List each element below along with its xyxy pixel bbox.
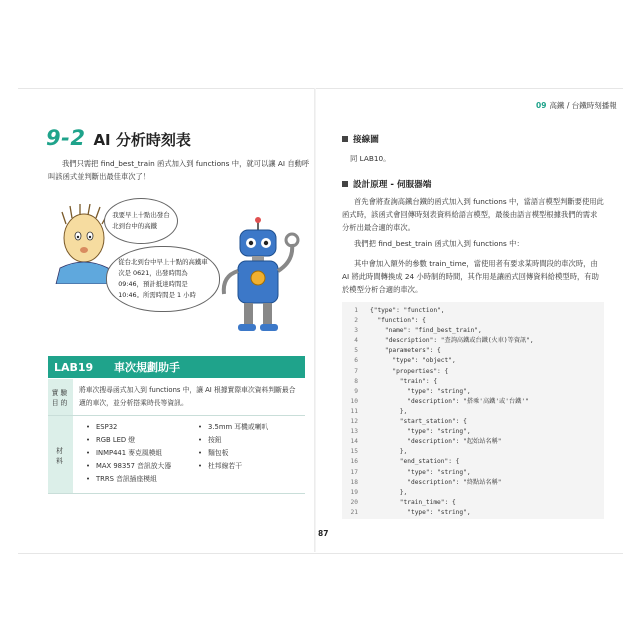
speech-bubble-user: 我要早上十點出發台北到台中的高鐵	[104, 198, 178, 244]
intro-paragraph: 我們只需把 find_best_train 函式加入到 functions 中，就可以讓 AI 自動呼叫該函式並判斷出最佳車次了！	[48, 159, 310, 181]
code-line: 11 },	[350, 407, 408, 415]
code-line: 7 "properties": {	[354, 367, 449, 375]
code-line: 1 {"type": "function",	[354, 307, 445, 314]
design-paragraph: 首先會將查詢高鐵台鐵的函式加入到 functions 中，當語言模型判斷要使用此函式時，該函式會回傳時刻表資料給語言模型，最後由語言模型根據我們的需求分析出最合適的車次。	[342, 197, 604, 233]
list-item: • 杜邦線若干	[198, 460, 298, 473]
code-line: 10 "description": "搭乘'高鐵'或'台鐵'"	[350, 397, 529, 405]
list-item: • 3.5mm 耳機或喇叭	[198, 421, 298, 434]
section-number: 9-2	[46, 126, 86, 150]
purpose-label: 實驗目的	[48, 379, 73, 416]
code-line: 20 "train_time": {	[350, 498, 456, 506]
code-line: 16 "end_station": {	[350, 458, 460, 466]
code-line: 18 "description": "終點站名稱"	[350, 478, 502, 486]
purpose-text: 將車次搜尋函式加入到 functions 中，讓 AI 根據實際車次資料判斷最合適的車次，並分析搭乘時長等資訊。	[73, 379, 305, 416]
code-line: 4 "description": "查詢高鐵或台鐵(火車)等資訊",	[354, 337, 534, 345]
code-line: 8 "train": {	[354, 377, 438, 385]
section-title: AI 分析時刻表	[93, 131, 191, 149]
lab-banner	[48, 356, 305, 378]
speech-bubble-robot: 從台北到台中早上十點的高鐵車次是 0621，出發時間為 09:46，預計抵達時間是 10:46。所需時間是 1 小時	[106, 246, 220, 312]
train-time-paragraph: 其中會加入額外的參數 train_time，當使用者有要求某時間段的車次時，由 AI 將此時間轉換成 24 小時制的時間，其作用是讓函式回傳資料給模型時，有助於模型分析合適的車次。	[342, 259, 599, 295]
list-item: • MAX 98357 音訊放大器	[86, 460, 198, 473]
page-gutter	[314, 88, 316, 552]
heading-design: 設計原理 - 伺服器端	[342, 178, 431, 190]
code-line: 5 "parameters": {	[354, 347, 441, 355]
bullet-square-icon	[342, 181, 348, 187]
lab-title: 車次規劃助手	[114, 361, 180, 374]
list-item: • ESP32	[86, 421, 198, 434]
materials-list	[74, 417, 304, 492]
code-line: 6 "type": "object",	[354, 357, 456, 365]
list-item: • 按鈕	[198, 434, 298, 447]
heading-wiring: 接線圖	[342, 133, 379, 145]
code-line: 15 },	[350, 448, 408, 456]
code-line: 12 "start_station": {	[350, 418, 467, 426]
bullet-square-icon	[342, 136, 348, 142]
code-line: 19 },	[350, 488, 408, 496]
list-item: • 麵包板	[198, 447, 298, 460]
code-block	[342, 302, 604, 519]
code-line: 14 "description": "起始站名稱"	[350, 438, 502, 446]
section-heading	[46, 126, 191, 150]
materials-label: 材 料	[48, 416, 73, 494]
running-header	[536, 100, 617, 111]
list-item: • INMP441 麥克風模組	[86, 447, 198, 460]
lab-table	[48, 379, 305, 494]
code-line: 2 "function": {	[354, 317, 426, 325]
code-line: 21 "type": "string",	[350, 508, 471, 516]
code-line: 17 "type": "string",	[350, 468, 471, 476]
code-line: 3 "name": "find_best_train",	[354, 327, 482, 335]
robot-illustration	[216, 216, 306, 334]
illustration	[48, 190, 310, 340]
list-item: • TRRS 音訊插座模組	[86, 473, 198, 486]
code-line: 13 "type": "string",	[350, 428, 471, 436]
lab-materials-row	[48, 416, 305, 494]
header-chapter: 09	[536, 101, 547, 110]
wiring-text: 同 LAB10。	[350, 154, 391, 163]
page-number: 87	[318, 529, 329, 538]
code-line: 9 "type": "string",	[354, 387, 471, 395]
lab-purpose-row	[48, 379, 305, 416]
lab-number: LAB19	[54, 360, 94, 374]
functions-paragraph: 我們把 find_best_train 函式加入到 functions 中：	[354, 239, 524, 248]
header-title: 高鐵 / 台鐵時刻播報	[549, 101, 617, 110]
list-item: • RGB LED 燈	[86, 434, 198, 447]
